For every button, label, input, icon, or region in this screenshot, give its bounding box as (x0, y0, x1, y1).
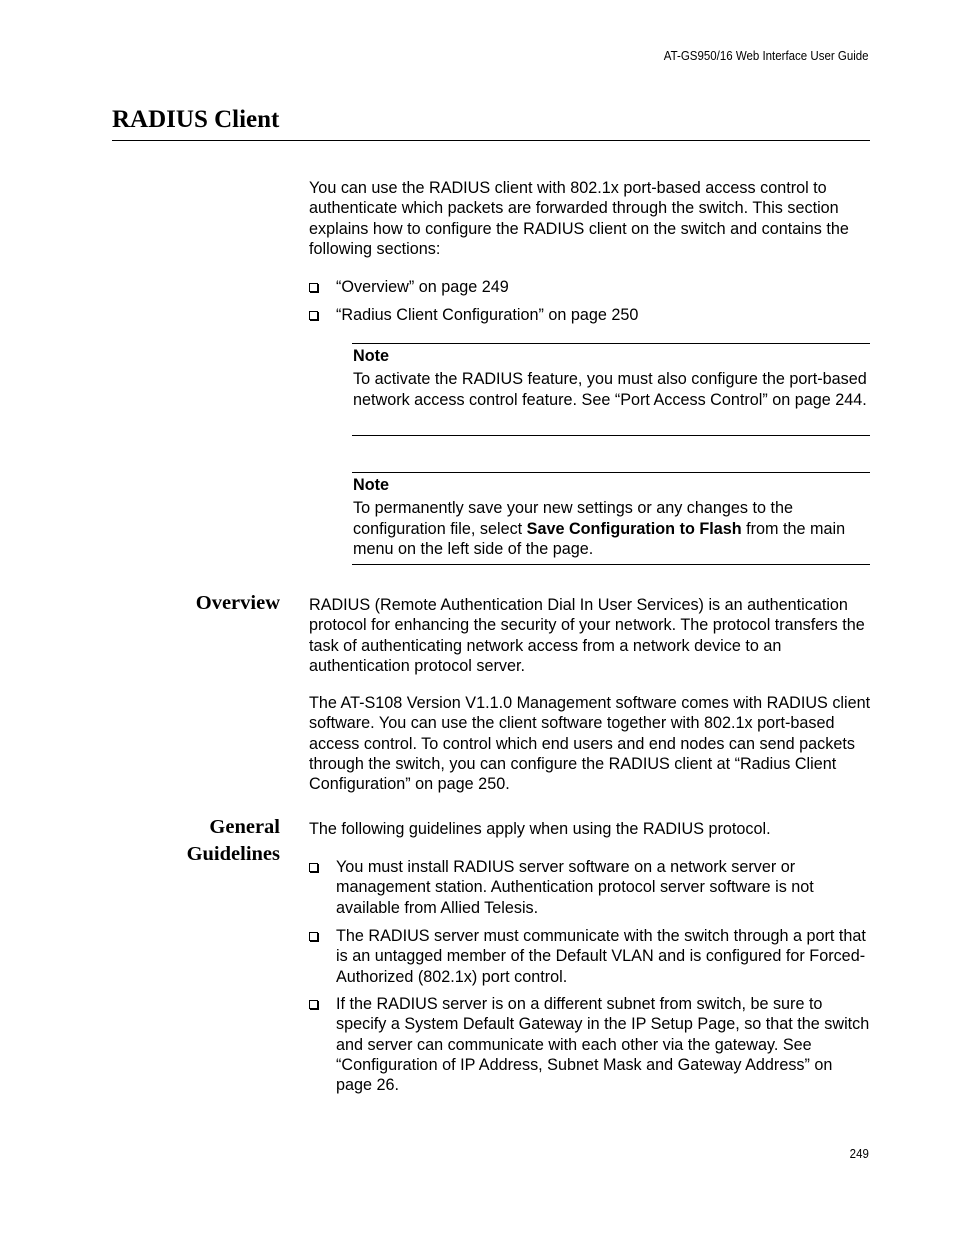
guideline-text: You must install RADIUS server software on a network server or management station. Authentication protocol server software is not available from Allied Telesis. (336, 858, 814, 917)
note-box (352, 343, 870, 436)
general-guidelines-heading: General Guidelines (186, 816, 280, 865)
note-text: To permanently save your new settings or any changes to the configuration file, select Save Configuration to Flash from the main menu on the left side of the page. (353, 499, 846, 558)
intro-paragraph: You can use the RADIUS client with 802.1x port-based access control to authenticate which packets are forwarded through the switch. This section explains how to configure the RADIUS client on the switch and contains the following sections: (309, 179, 849, 258)
save-configuration-to-flash: Save Configuration to Flash (526, 519, 742, 538)
note-label: Note (353, 476, 389, 494)
note-label: Note (353, 347, 389, 365)
guideline-text: The RADIUS server must communicate with the switch through a port that is an untagged member of the Default VLAN and is configured for Forced-Authorized (802.1x) port control. (336, 927, 866, 986)
overview-heading: Overview (195, 592, 280, 614)
overview-paragraph: The AT-S108 Version V1.1.0 Management software comes with RADIUS client software. You can use the client software together with 802.1x port-based access control. To control which end users and end nodes can send packets through the switch, you can configure the RADIUS client at “Radius Client Configuration” on page 250. (309, 694, 871, 794)
checkbox-bullet-icon (309, 283, 318, 292)
page-number: 249 (849, 1147, 869, 1161)
link-overview[interactable]: “Overview” on page 249 (336, 278, 509, 296)
section-title: RADIUS Client (112, 106, 280, 133)
title-divider (112, 140, 870, 141)
checkbox-bullet-icon (309, 1000, 318, 1009)
running-header: AT-GS950/16 Web Interface User Guide (664, 49, 869, 63)
note-box (352, 472, 870, 565)
note-text: To activate the RADIUS feature, you must also configure the port-based network access control feature. See “Port Access Control” on page 244. (353, 370, 867, 409)
checkbox-bullet-icon (309, 311, 318, 320)
overview-paragraph: RADIUS (Remote Authentication Dial In User Services) is an authentication protocol for enhancing the security of your network. The protocol transfers the task of authenticating network access from a network device to an authentication protocol server. (309, 596, 865, 675)
link-radius-client-configuration[interactable]: “Radius Client Configuration” on page 250 (336, 306, 639, 324)
checkbox-bullet-icon (309, 863, 318, 872)
checkbox-bullet-icon (309, 932, 318, 941)
guidelines-intro: The following guidelines apply when using the RADIUS protocol. (309, 820, 771, 838)
guideline-text: If the RADIUS server is on a different subnet from switch, be sure to specify a System Default Gateway in the IP Setup Page, so that the switch and server can communicate with each other via the gateway. See “Configuration of IP Address, Subnet Mask and Gateway Address” on page 26. (336, 995, 870, 1095)
